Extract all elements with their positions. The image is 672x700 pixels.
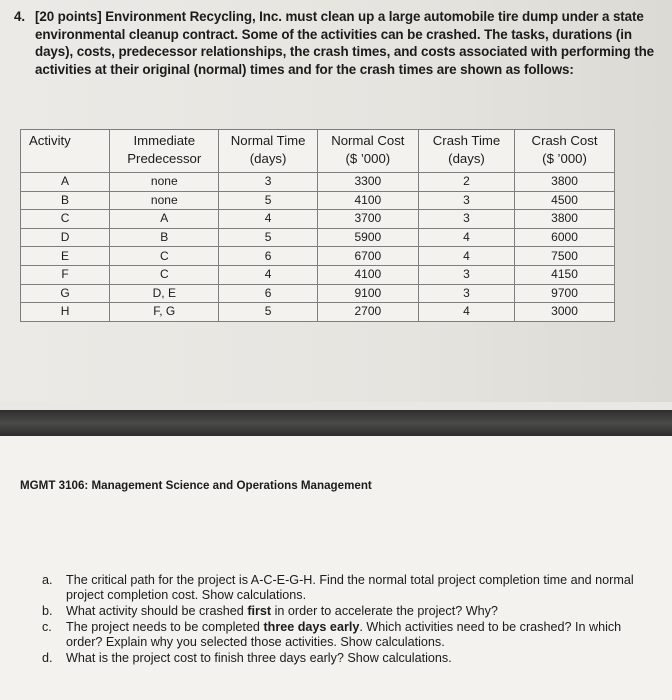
subquestion-label: a.: [42, 573, 53, 587]
table-row: G D, E 6 9100 3 9700: [21, 284, 615, 303]
page-gap-divider: [0, 410, 672, 436]
subquestion-label: c.: [42, 620, 52, 634]
table-row: F C 4 4100 3 4150: [21, 265, 615, 284]
subquestion-list: [42, 573, 642, 667]
header-normal-cost: Normal Cost ($ ’000): [317, 130, 418, 173]
question-text: [20 points] Environment Recycling, Inc. must clean up a large automobile tire dump under a state environmental cleanup contract. Some of the activities can be crashed. The tasks, durations (in days), costs, predecessor relationships, the crash times, and costs associated with performing the activities at their original (normal) times and for the crash times are shown as follows:: [35, 9, 655, 77]
activity-table: [20, 129, 615, 322]
subquestion-c: c. The project needs to be completed three days early. Which activities need to be crashed? In which order? Explain why you selected those activities. Show calculations.: [42, 620, 622, 649]
table-row: B none 5 4100 3 4500: [21, 191, 615, 210]
header-activity: Activity: [21, 130, 110, 173]
course-title: MGMT 3106: Management Science and Operations Management: [20, 479, 372, 492]
table-row: D B 5 5900 4 6000: [21, 228, 615, 247]
question-4: [14, 8, 654, 78]
table-row: C A 4 3700 3 3800: [21, 210, 615, 229]
subquestion-label: d.: [42, 651, 53, 665]
header-crash-cost: Crash Cost ($ ’000): [515, 130, 615, 173]
subquestion-label: b.: [42, 604, 53, 618]
table-row: H F, G 5 2700 4 3000: [21, 303, 615, 322]
subquestion-d: [42, 651, 642, 666]
subquestion-text: What is the project cost to finish three days early? Show calculations.: [66, 651, 452, 665]
header-crash-time: Crash Time (days): [418, 130, 514, 173]
emphasis-text: three days early: [263, 620, 360, 634]
header-normal-time: Normal Time (days): [219, 130, 317, 173]
table-header-row: [21, 130, 615, 173]
subquestion-b: b. What activity should be crashed first in order to accelerate the project? Why?: [42, 604, 498, 618]
table-row: A none 3 3300 2 3800: [21, 173, 615, 192]
question-number: 4.: [14, 9, 25, 24]
subquestion-a: [42, 573, 642, 603]
emphasis-text: first: [247, 604, 272, 618]
subquestion-text: The critical path for the project is A-C-E-G-H. Find the normal total project completion time and normal project completion cost. Show calculations.: [66, 573, 634, 602]
header-predecessor: Immediate Predecessor: [110, 130, 219, 173]
table-row: E C 6 6700 4 7500: [21, 247, 615, 266]
